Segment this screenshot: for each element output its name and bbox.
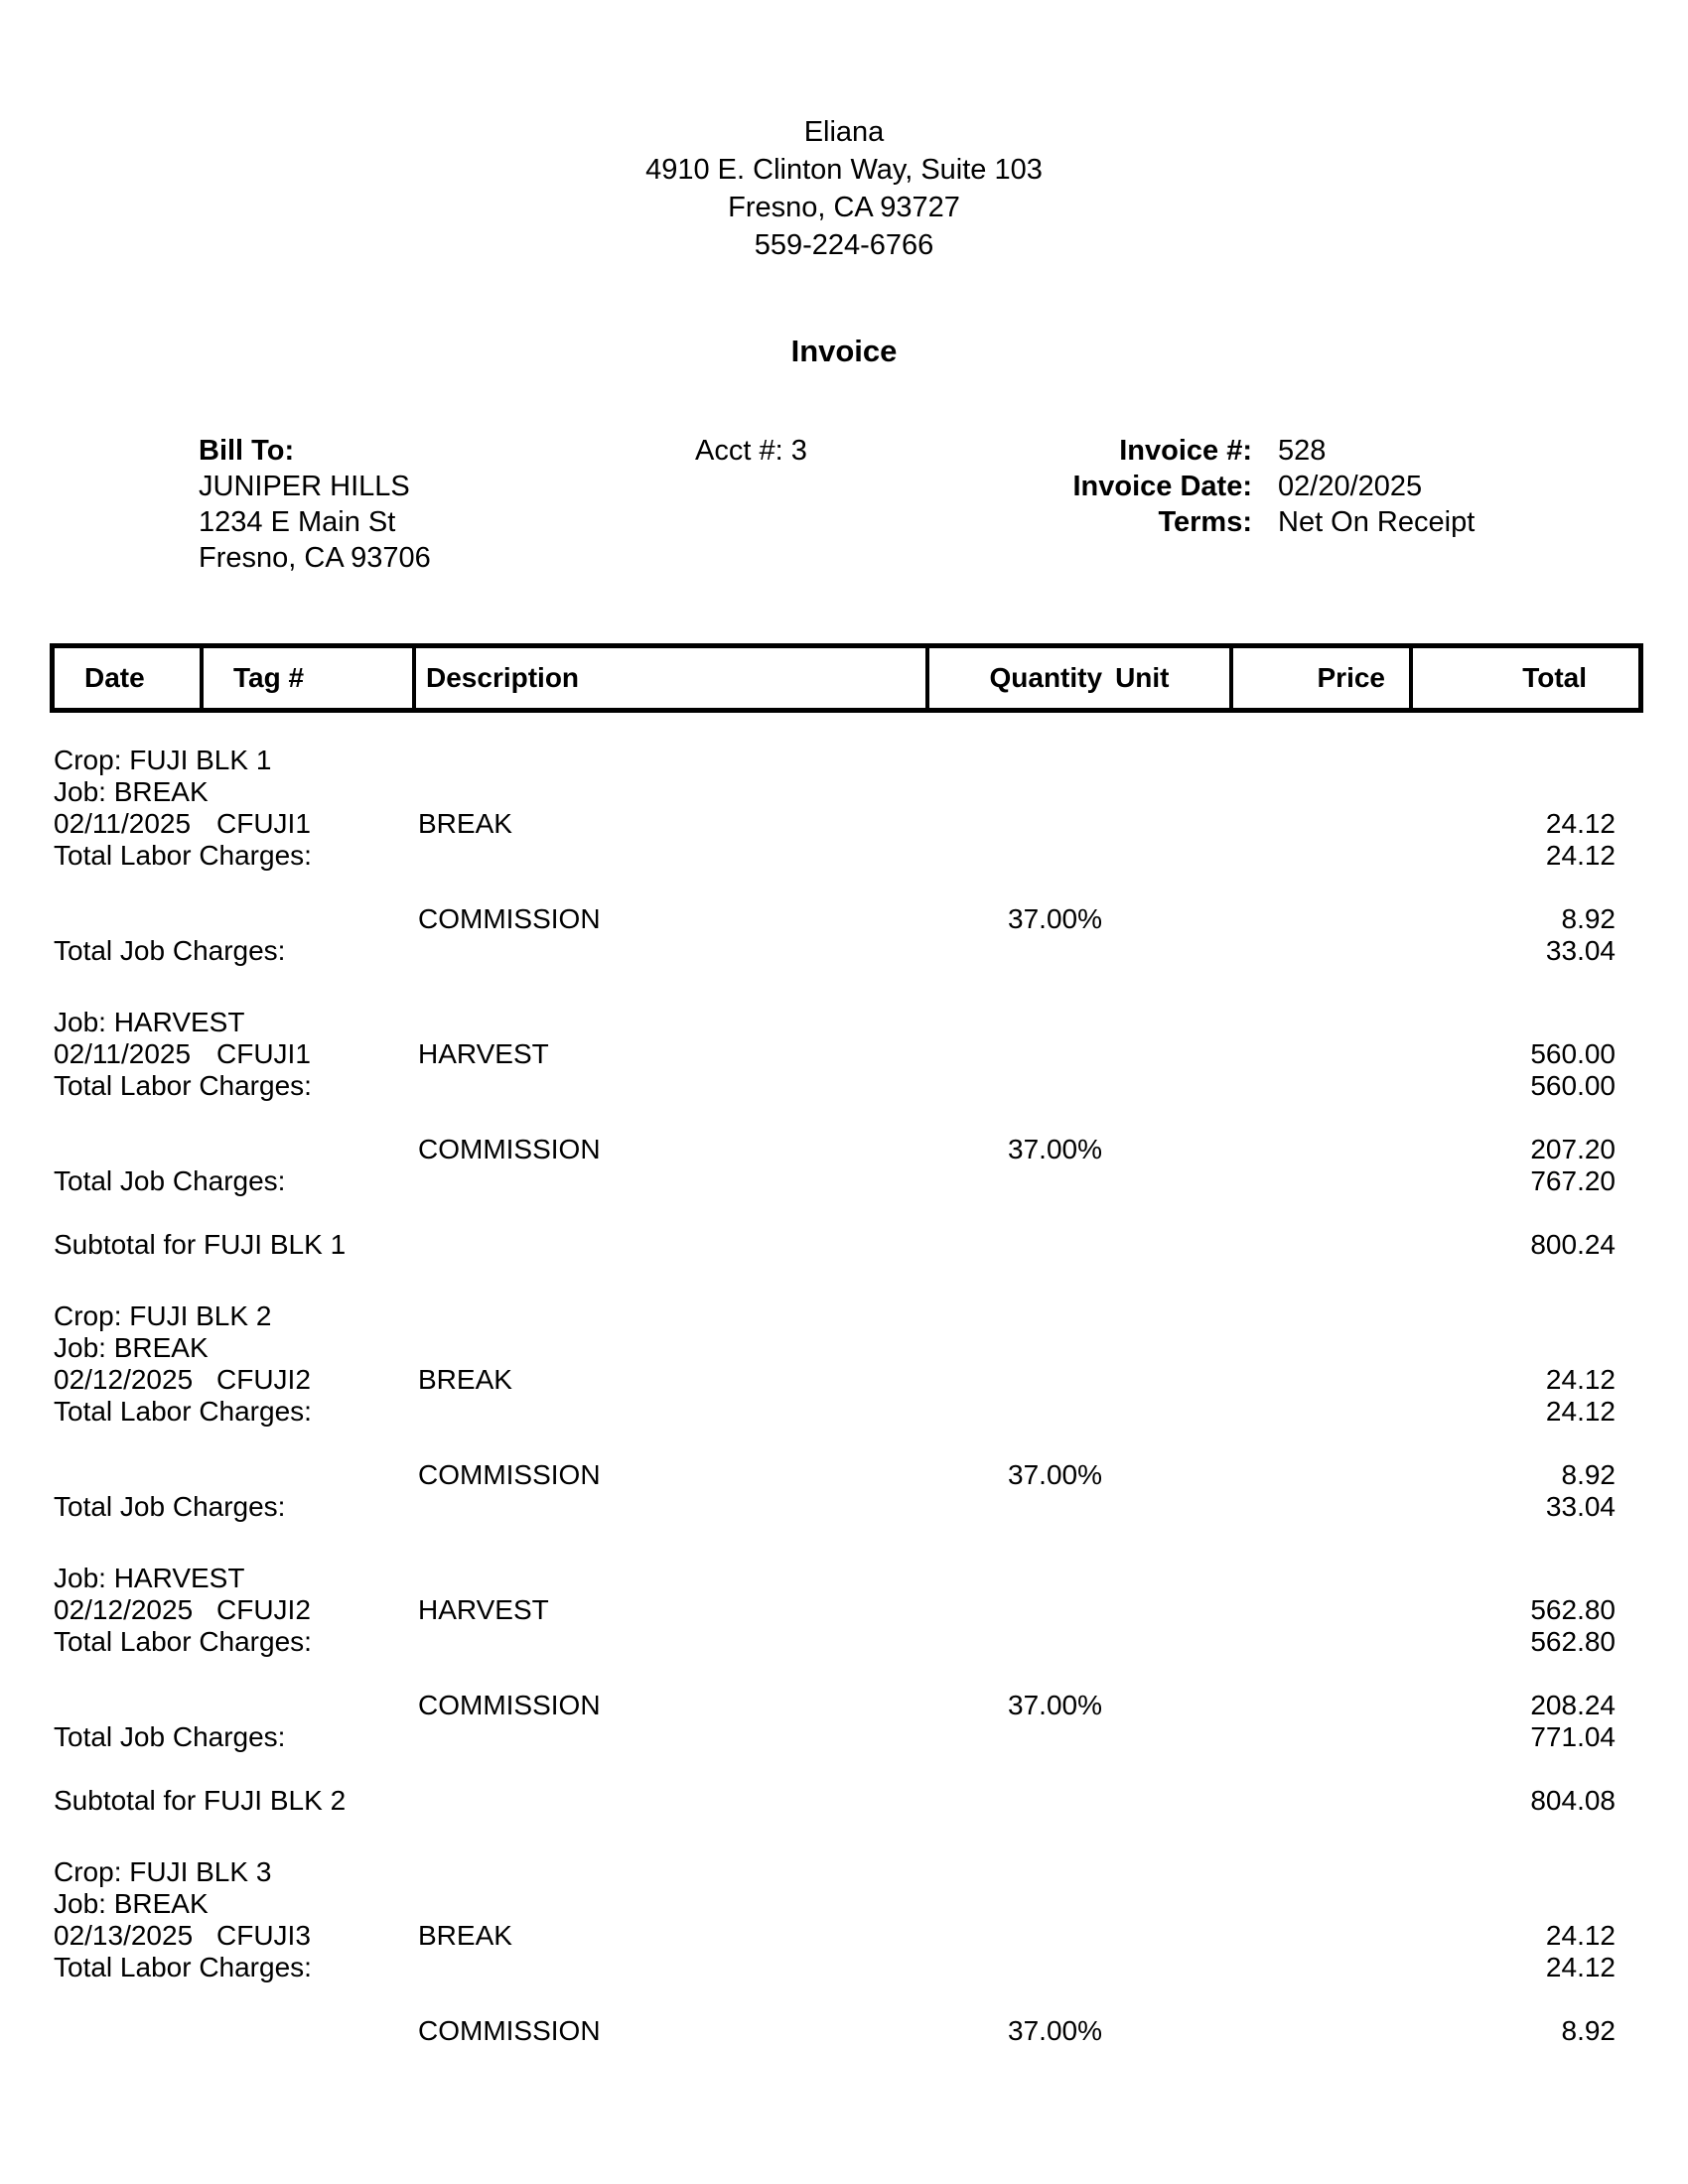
- date-cell: 02/11/2025: [54, 808, 192, 839]
- body-line-total: [50, 1070, 1643, 1102]
- bill-to-name: JUNIPER HILLS: [199, 471, 410, 502]
- body-line-detail: [50, 1920, 1643, 1952]
- body-line-detail: [50, 1364, 1643, 1396]
- tag-cell: CFUJI1: [216, 808, 311, 839]
- tag-cell: CFUJI3: [216, 1920, 311, 1951]
- terms-row: [931, 504, 1475, 540]
- summary-label: Total Job Charges:: [54, 935, 286, 966]
- account-value: 3: [790, 435, 807, 467]
- total-cell: 33.04: [1545, 1491, 1616, 1522]
- company-address-line1: 4910 E. Clinton Way, Suite 103: [645, 154, 1043, 186]
- date-cell: 02/11/2025: [54, 1038, 192, 1069]
- summary-label: Subtotal for FUJI BLK 1: [54, 1229, 347, 1260]
- description-cell: HARVEST: [418, 1038, 549, 1069]
- total-cell: 800.24: [1530, 1229, 1616, 1260]
- section-label: Job: HARVEST: [54, 1007, 245, 1037]
- quantity-cell: 37.00%: [1008, 1690, 1102, 1720]
- body-line-total: [50, 1721, 1643, 1753]
- invoice-number-label: Invoice #:: [1119, 435, 1252, 467]
- body-line-total: [50, 1396, 1643, 1428]
- quantity-cell: 37.00%: [1008, 903, 1102, 934]
- document-title: Invoice: [790, 334, 898, 368]
- column-header-quantity-unit: [929, 648, 1233, 708]
- section-label: Crop: FUJI BLK 1: [54, 745, 272, 775]
- body-line-commission: [50, 903, 1643, 935]
- description-cell: BREAK: [418, 1920, 512, 1951]
- column-header-description: Description: [416, 648, 929, 708]
- summary-label: Subtotal for FUJI BLK 2: [54, 1785, 347, 1816]
- table-header-row: [50, 643, 1643, 713]
- total-cell: 560.00: [1530, 1070, 1616, 1101]
- section-label: Job: BREAK: [54, 1888, 209, 1919]
- body-line-commission: [50, 1690, 1643, 1721]
- summary-label: Total Labor Charges:: [54, 1396, 312, 1427]
- body-line-commission: [50, 2015, 1643, 2047]
- section-label: Crop: FUJI BLK 2: [54, 1300, 272, 1331]
- total-cell: 804.08: [1530, 1785, 1616, 1816]
- body-line-subtotal: [50, 1785, 1643, 1817]
- total-cell: 207.20: [1530, 1134, 1616, 1164]
- body-line-detail: [50, 1038, 1643, 1070]
- body-line-label: [50, 1332, 1643, 1364]
- company-name: Eliana: [803, 116, 885, 148]
- description-cell: COMMISSION: [418, 1459, 601, 1490]
- account-number: [695, 433, 807, 469]
- date-cell: 02/12/2025: [54, 1364, 194, 1395]
- invoice-table-body: [50, 745, 1643, 2047]
- summary-label: Total Job Charges:: [54, 1165, 286, 1196]
- description-cell: COMMISSION: [418, 1134, 601, 1164]
- body-line-total: [50, 1165, 1643, 1197]
- column-header-total: Total: [1522, 662, 1587, 693]
- invoice-date-value: 02/20/2025: [1278, 471, 1423, 502]
- tag-cell: CFUJI2: [216, 1594, 311, 1625]
- section-label: Job: BREAK: [54, 776, 209, 807]
- tag-cell: CFUJI1: [216, 1038, 311, 1069]
- description-cell: COMMISSION: [418, 2015, 601, 2046]
- summary-label: Total Labor Charges:: [54, 1952, 312, 1982]
- summary-label: Total Labor Charges:: [54, 1070, 312, 1101]
- section-label: Job: HARVEST: [54, 1563, 245, 1593]
- invoice-meta-block: [931, 433, 1475, 540]
- description-cell: COMMISSION: [418, 1690, 601, 1720]
- invoice-number-value: 528: [1278, 435, 1327, 467]
- company-phone: 559-224-6766: [754, 229, 934, 261]
- terms-label: Terms:: [1158, 506, 1252, 538]
- description-cell: COMMISSION: [418, 903, 601, 934]
- tag-cell: CFUJI2: [216, 1364, 311, 1395]
- summary-label: Total Labor Charges:: [54, 840, 312, 871]
- summary-label: Total Job Charges:: [54, 1491, 286, 1522]
- total-cell: 24.12: [1545, 1920, 1616, 1951]
- body-line-label: [50, 1300, 1643, 1332]
- body-line-total: [50, 935, 1643, 967]
- body-line-subtotal: [50, 1229, 1643, 1261]
- bill-to-address-line2: Fresno, CA 93706: [199, 542, 431, 574]
- body-line-commission: [50, 1459, 1643, 1491]
- total-cell: 562.80: [1530, 1594, 1616, 1625]
- total-cell: 24.12: [1545, 808, 1616, 839]
- total-cell: 767.20: [1530, 1165, 1616, 1196]
- total-cell: 562.80: [1530, 1626, 1616, 1657]
- description-cell: HARVEST: [418, 1594, 549, 1625]
- quantity-cell: 37.00%: [1008, 2015, 1102, 2046]
- section-label: Job: BREAK: [54, 1332, 209, 1363]
- body-line-label: [50, 1563, 1643, 1594]
- total-cell: 560.00: [1530, 1038, 1616, 1069]
- bill-to-block: [199, 433, 431, 576]
- account-label: Acct #:: [695, 435, 783, 467]
- quantity-cell: 37.00%: [1008, 1134, 1102, 1164]
- quantity-cell: 37.00%: [1008, 1459, 1102, 1490]
- date-cell: 02/12/2025: [54, 1594, 194, 1625]
- terms-value: Net On Receipt: [1278, 506, 1476, 538]
- column-header-quantity: Quantity: [989, 662, 1103, 693]
- body-line-label: [50, 1007, 1643, 1038]
- total-cell: 33.04: [1545, 935, 1616, 966]
- body-line-detail: [50, 1594, 1643, 1626]
- body-line-detail: [50, 808, 1643, 840]
- body-line-label: [50, 1888, 1643, 1920]
- date-cell: 02/13/2025: [54, 1920, 194, 1951]
- description-cell: BREAK: [418, 1364, 512, 1395]
- body-line-total: [50, 1491, 1643, 1523]
- body-line-total: [50, 840, 1643, 872]
- total-cell: 24.12: [1545, 1364, 1616, 1395]
- body-line-label: [50, 776, 1643, 808]
- invoice-date-row: [931, 469, 1475, 504]
- column-header-date: Date: [55, 648, 204, 708]
- company-address-line2: Fresno, CA 93727: [728, 192, 960, 223]
- body-line-commission: [50, 1134, 1643, 1165]
- total-cell: 208.24: [1530, 1690, 1616, 1720]
- summary-label: Total Labor Charges:: [54, 1626, 312, 1657]
- body-line-total: [50, 1952, 1643, 1983]
- description-cell: BREAK: [418, 808, 512, 839]
- total-cell: 771.04: [1530, 1721, 1616, 1752]
- bill-to-address-line1: 1234 E Main St: [199, 506, 396, 538]
- section-label: Crop: FUJI BLK 3: [54, 1856, 272, 1887]
- column-header-unit: Unit: [1115, 662, 1170, 693]
- total-cell: 8.92: [1561, 1459, 1616, 1490]
- invoice-date-label: Invoice Date:: [1072, 471, 1252, 502]
- total-cell: 24.12: [1545, 1396, 1616, 1427]
- total-cell: 24.12: [1545, 840, 1616, 871]
- company-header: [0, 113, 1688, 264]
- column-header-price: Price: [1233, 648, 1413, 708]
- total-cell: 8.92: [1561, 2015, 1616, 2046]
- column-header-tag: Tag #: [204, 648, 416, 708]
- total-cell: 8.92: [1561, 903, 1616, 934]
- body-line-total: [50, 1626, 1643, 1658]
- body-line-label: [50, 745, 1643, 776]
- summary-label: Total Job Charges:: [54, 1721, 286, 1752]
- invoice-number-row: [931, 433, 1475, 469]
- bill-to-label: Bill To:: [199, 435, 295, 467]
- body-line-label: [50, 1856, 1643, 1888]
- total-cell: 24.12: [1545, 1952, 1616, 1982]
